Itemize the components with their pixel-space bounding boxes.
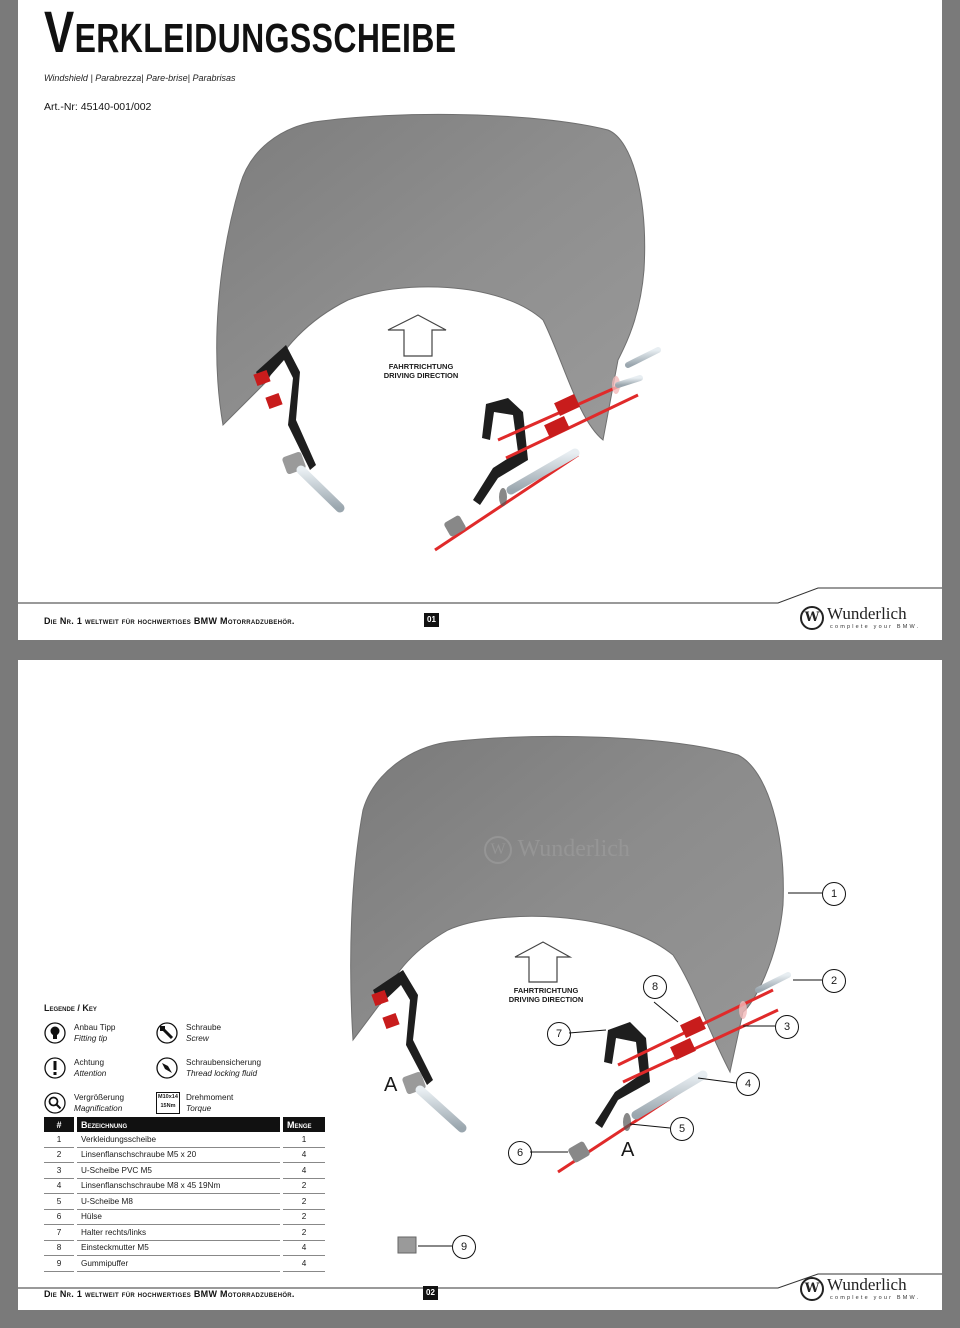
logo-mark: W <box>800 606 824 630</box>
part-number: 1 <box>44 1132 74 1147</box>
logo-name: Wunderlich <box>827 1275 907 1294</box>
footer-text: Die Nr. 1 weltweit für hochwertiges BMW Motorradzubehör. <box>44 1289 295 1299</box>
callout-8: 8 <box>643 975 667 999</box>
legend-label-en: Thread locking fluid <box>186 1069 257 1078</box>
part-number: 9 <box>44 1256 74 1272</box>
logo-mark: W <box>800 1277 824 1301</box>
legend-label-en: Screw <box>186 1034 209 1043</box>
part-number: 4 <box>44 1178 74 1194</box>
part-name: Gummipuffer <box>77 1256 280 1272</box>
part-quantity: 4 <box>283 1147 325 1163</box>
detail-marker-a-right: A <box>621 1139 635 1161</box>
callout-5: 5 <box>670 1117 694 1141</box>
part-number: 3 <box>44 1163 74 1179</box>
wunderlich-logo <box>800 604 924 634</box>
part-name: Einsteckmutter M5 <box>77 1240 280 1256</box>
part-number: 7 <box>44 1225 74 1241</box>
part-name: U-Scheibe M8 <box>77 1194 280 1210</box>
part-name: Halter rechts/links <box>77 1225 280 1241</box>
footer-rule <box>18 0 942 640</box>
legend-label: Schraube <box>186 1023 222 1032</box>
direction-label-de: FAHRTRICHTUNG <box>513 986 579 995</box>
watermark-mark: W <box>484 836 512 864</box>
page-subtitle: Windshield | Parabrezza| Pare-brise| Parabrisas <box>44 73 236 83</box>
part-quantity: 2 <box>283 1209 325 1225</box>
part-quantity: 2 <box>283 1225 325 1241</box>
logo-name: Wunderlich <box>827 604 907 623</box>
instruction-page-1 <box>18 0 942 640</box>
torque-box-line1: M10x14 <box>158 1094 178 1100</box>
callout-9: 9 <box>452 1235 476 1259</box>
callout-4: 4 <box>736 1072 760 1096</box>
part-quantity: 4 <box>283 1256 325 1272</box>
header-number: # <box>44 1117 74 1132</box>
part-number: 6 <box>44 1209 74 1225</box>
part-quantity: 2 <box>283 1194 325 1210</box>
part-name: Linsenflanschschraube M8 x 45 19Nm <box>77 1178 280 1194</box>
instruction-page-2 <box>18 660 942 1310</box>
callout-2: 2 <box>822 969 846 993</box>
legend-label: Achtung <box>74 1058 105 1067</box>
legend-label-en: Torque <box>186 1104 212 1113</box>
footer-rule <box>18 660 942 1310</box>
callout-7: 7 <box>547 1022 571 1046</box>
part-quantity: 2 <box>283 1178 325 1194</box>
direction-label-de: FAHRTRICHTUNG <box>388 362 454 371</box>
article-number: Art.-Nr: 45140-001/002 <box>44 101 152 113</box>
wunderlich-logo <box>800 1275 924 1305</box>
legend-label-en: Magnification <box>74 1104 123 1113</box>
callout-1: 1 <box>822 882 846 906</box>
torque-box-line2: 15Nm <box>160 1103 176 1109</box>
part-number: 8 <box>44 1240 74 1256</box>
part-name: U-Scheibe PVC M5 <box>77 1163 280 1179</box>
direction-label-en: DRIVING DIRECTION <box>383 371 459 380</box>
logo-tagline: complete your BMW. <box>830 624 921 630</box>
legend-label: Schraubensicherung <box>186 1058 262 1067</box>
header-description: Bezeichnung <box>77 1117 280 1132</box>
legend-label-en: Attention <box>74 1069 107 1078</box>
part-quantity: 4 <box>283 1240 325 1256</box>
part-quantity: 1 <box>283 1132 325 1147</box>
header-quantity: Menge <box>283 1117 325 1132</box>
part-name: Hülse <box>77 1209 280 1225</box>
part-name: Verkleidungsscheibe <box>77 1132 280 1147</box>
part-number: 2 <box>44 1147 74 1163</box>
watermark-text: Wunderlich <box>517 836 630 862</box>
direction-label-en: DRIVING DIRECTION <box>508 995 584 1004</box>
legend-label: Anbau Tipp <box>74 1023 116 1032</box>
page-number: 02 <box>423 1286 438 1300</box>
footer-text: Die Nr. 1 weltweit für hochwertiges BMW Motorradzubehör. <box>44 616 295 626</box>
legend-label-en: Fitting tip <box>74 1034 108 1043</box>
legend-label: Vergrößerung <box>74 1093 125 1102</box>
page-number: 01 <box>424 613 439 627</box>
page-title: Verkleidungsscheibe <box>44 0 457 65</box>
legend-label: Drehmoment <box>186 1093 234 1102</box>
logo-tagline: complete your BMW. <box>830 1295 921 1301</box>
part-number: 5 <box>44 1194 74 1210</box>
detail-marker-a-left: A <box>384 1074 398 1096</box>
legend-title: Legende / Key <box>44 1003 97 1013</box>
callout-6: 6 <box>508 1141 532 1165</box>
part-name: Linsenflanschschraube M5 x 20 <box>77 1147 280 1163</box>
part-quantity: 4 <box>283 1163 325 1179</box>
callout-3: 3 <box>775 1015 799 1039</box>
